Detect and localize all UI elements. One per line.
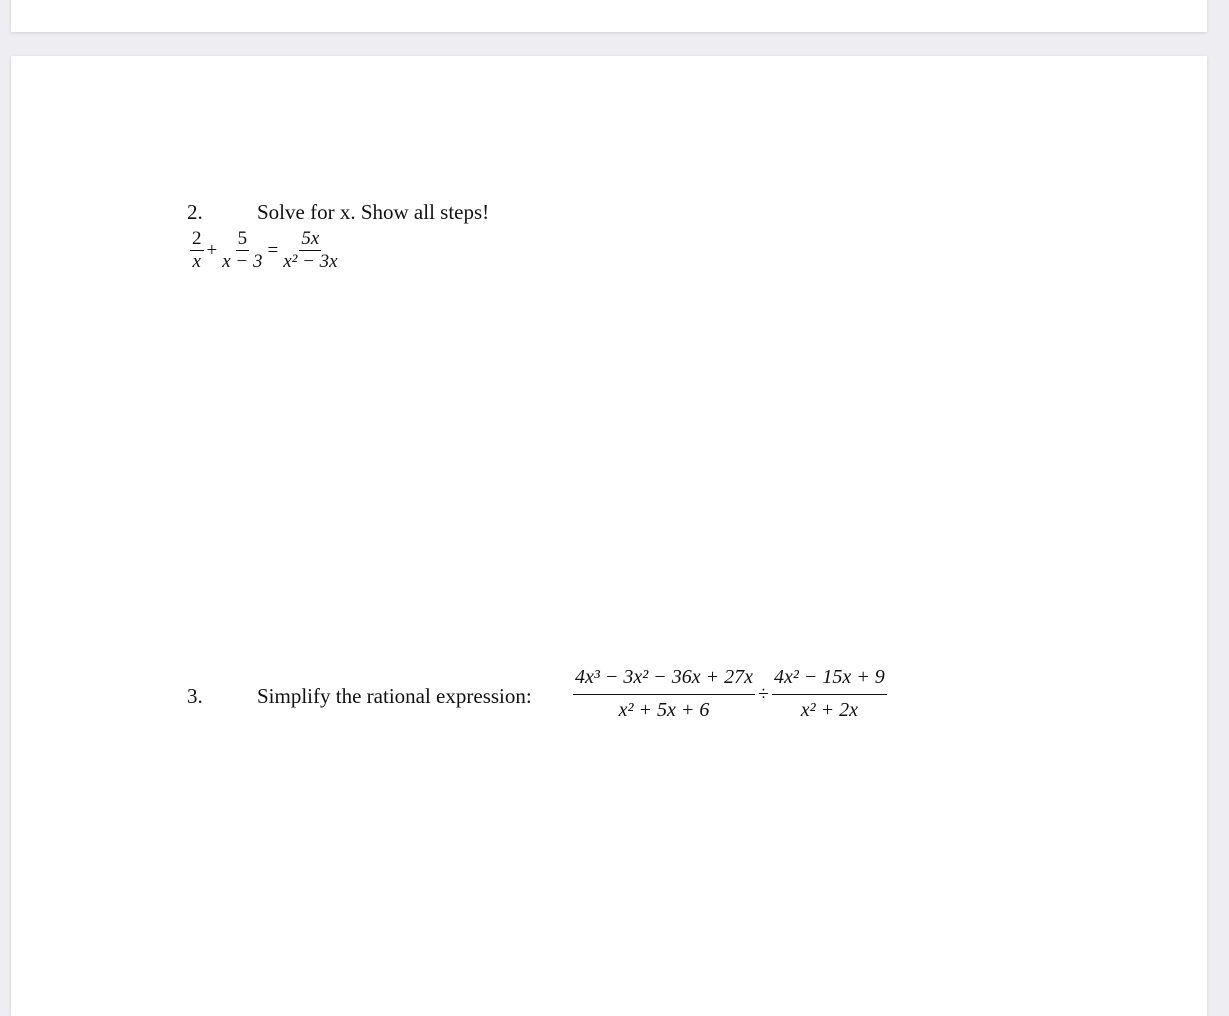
question-3-number: 3. <box>187 684 203 708</box>
numerator: 4x² − 15x + 9 <box>772 667 887 695</box>
denominator: x² + 5x + 6 <box>618 699 710 721</box>
denominator: x² − 3x <box>283 250 338 272</box>
question-2-number: 2. <box>187 200 203 224</box>
document-page <box>11 56 1207 1016</box>
denominator: x <box>192 250 201 272</box>
numerator: 2 <box>192 228 202 249</box>
denominator: x² + 2x <box>800 699 858 721</box>
fraction <box>220 229 264 272</box>
denominator: x − 3 <box>222 250 263 272</box>
fraction <box>573 667 755 721</box>
question-2-equation <box>188 229 342 272</box>
fraction <box>772 667 887 721</box>
question-3-prompt: Simplify the rational expression: <box>257 684 532 708</box>
fraction <box>190 229 204 272</box>
fraction <box>281 229 339 272</box>
numerator: 5 <box>237 228 248 249</box>
numerator: 4x³ − 3x² − 36x + 27x <box>573 667 755 695</box>
question-3-expression <box>571 667 889 721</box>
numerator: 5x <box>301 228 320 249</box>
plus-operator: + <box>206 239 218 261</box>
divide-operator: ÷ <box>758 683 769 705</box>
question-2-prompt: Solve for x. Show all steps! <box>257 200 490 224</box>
previous-page <box>11 0 1207 32</box>
equals-operator: = <box>267 239 279 261</box>
